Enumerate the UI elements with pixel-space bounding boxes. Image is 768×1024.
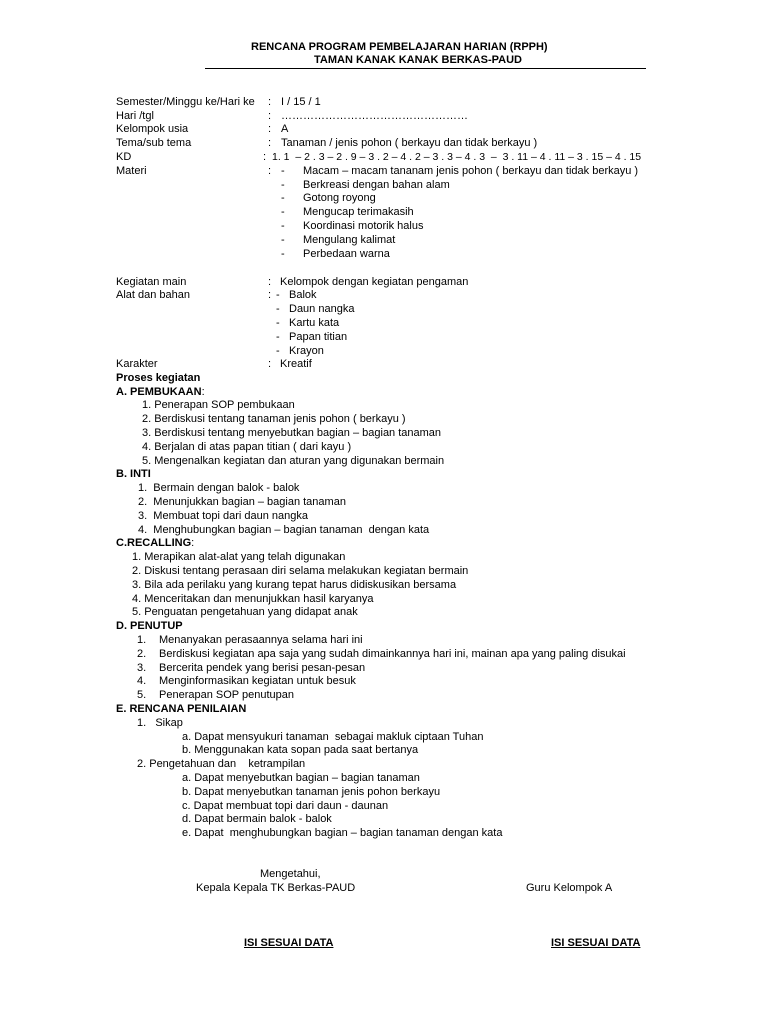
pembukaan-title: A. PEMBUKAAN	[116, 386, 202, 398]
list-item: Daun nangka	[289, 303, 355, 315]
list-bullet: -	[281, 220, 285, 232]
list-item: 3. Berdiskusi tentang menyebutkan bagian – bagian tanaman	[142, 427, 442, 439]
list-item: a. Dapat mensyukuri tanaman sebagai makluk ciptaan Tuhan	[182, 731, 484, 743]
info-label: KD	[116, 151, 132, 163]
list-item: 2. Berdiskusi tentang tanaman jenis pohon ( berkayu )	[142, 413, 406, 425]
proses-title: Proses kegiatan	[116, 372, 201, 384]
list-item: b. Dapat menyebutkan tanaman jenis pohon berkayu	[182, 786, 441, 798]
list-item: Papan titian	[289, 331, 348, 343]
list-bullet: -	[276, 289, 280, 301]
karakter-value: Kreatif	[280, 358, 312, 370]
list-bullet: -	[281, 179, 285, 191]
list-item: 4. Berjalan di atas papan titian ( dari kayu )	[142, 441, 352, 453]
document-title: RENCANA PROGRAM PEMBELAJARAN HARIAN (RPPH)	[251, 41, 548, 53]
list-bullet: -	[281, 206, 285, 218]
recalling-colon: :	[191, 537, 195, 549]
pengetahuan-title: 2. Pengetahuan dan ketrampilan	[137, 758, 306, 770]
list-item: a. Dapat menyebutkan bagian – bagian tanaman	[182, 772, 420, 784]
info-label: Semester/Minggu ke/Hari ke	[116, 96, 255, 108]
list-number: 3.	[137, 662, 147, 674]
info-label: Hari /tgl	[116, 110, 154, 122]
list-item: Kartu kata	[289, 317, 340, 329]
list-bullet: -	[276, 303, 280, 315]
info-value: A	[281, 123, 289, 135]
list-bullet: -	[281, 248, 285, 260]
guru-signature-name: ISI SESUAI DATA	[551, 937, 641, 949]
document-subtitle: TAMAN KANAK KANAK BERKAS-PAUD	[314, 54, 522, 66]
list-item: Menanyakan perasaannya selama hari ini	[159, 634, 363, 646]
pembukaan-colon: :	[201, 386, 205, 398]
list-item: 4. Menghubungkan bagian – bagian tanaman dengan kata	[138, 524, 430, 536]
list-item: 1. Merapikan alat-alat yang telah digunakan	[132, 551, 346, 563]
list-item: c. Dapat membuat topi dari daun - daunan	[182, 800, 389, 812]
list-item: 3. Membuat topi dari daun nangka	[138, 510, 309, 522]
list-item: Bercerita pendek yang berisi pesan-pesan	[159, 662, 366, 674]
kepala-signature-name: ISI SESUAI DATA	[244, 937, 334, 949]
list-item: Mengulang kalimat	[303, 234, 396, 246]
alat-bahan-label: Alat dan bahan	[116, 289, 191, 301]
inti-title: B. INTI	[116, 468, 151, 480]
list-item: Gotong royong	[303, 192, 376, 204]
list-item: Koordinasi motorik halus	[303, 220, 424, 232]
info-colon: :	[263, 151, 267, 163]
info-colon: :	[268, 137, 272, 149]
guru-label: Guru Kelompok A	[526, 882, 613, 894]
kegiatan-main-value: Kelompok dengan kegiatan pengaman	[280, 276, 469, 288]
list-bullet: -	[276, 331, 280, 343]
list-item: 1. Penerapan SOP pembukaan	[142, 399, 295, 411]
list-item: 5. Penguatan pengetahuan yang didapat anak	[132, 606, 358, 618]
list-bullet: -	[281, 234, 285, 246]
list-number: 4.	[137, 675, 147, 687]
info-label: Kelompok usia	[116, 123, 189, 135]
list-item: Menginformasikan kegiatan untuk besuk	[159, 675, 356, 687]
info-colon: :	[268, 110, 272, 122]
info-colon: :	[268, 96, 272, 108]
list-item: d. Dapat bermain balok - balok	[182, 813, 332, 825]
list-item: b. Menggunakan kata sopan pada saat bertanya	[182, 744, 419, 756]
list-item: Balok	[289, 289, 317, 301]
list-item: Berkreasi dengan bahan alam	[303, 179, 450, 191]
list-item: Perbedaan warna	[303, 248, 390, 260]
list-item: Penerapan SOP penutupan	[159, 689, 294, 701]
list-item: Berdiskusi kegiatan apa saja yang sudah dimainkannya hari ini, mainan apa yang paling disukai	[159, 648, 626, 660]
info-value: Tanaman / jenis pohon ( berkayu dan tidak berkayu )	[281, 137, 538, 149]
karakter-colon: :	[268, 358, 272, 370]
list-number: 2.	[137, 648, 147, 660]
info-colon: :	[268, 123, 272, 135]
list-bullet: -	[276, 317, 280, 329]
info-value: 1. 1 – 2 . 3 – 2 . 9 – 3 . 2 – 4 . 2 – 3 . 3 – 4 . 3 – 3 . 11 – 4 . 11 – 3 . 15 – 4 . 15	[272, 151, 642, 163]
list-bullet: -	[281, 165, 285, 177]
list-bullet: -	[276, 345, 280, 357]
info-label: Tema/sub tema	[116, 137, 192, 149]
list-item: Krayon	[289, 345, 324, 357]
list-item: Macam – macam tananam jenis pohon ( berkayu dan tidak berkayu )	[303, 165, 639, 177]
list-item: 2. Menunjukkan bagian – bagian tanaman	[138, 496, 346, 508]
info-value: I / 15 / 1	[281, 96, 321, 108]
list-item: e. Dapat menghubungkan bagian – bagian tanaman dengan kata	[182, 827, 503, 839]
list-item: Mengucap terimakasih	[303, 206, 414, 218]
kepala-label: Kepala Kepala TK Berkas-PAUD	[196, 882, 356, 894]
list-number: 5.	[137, 689, 147, 701]
list-item: 4. Menceritakan dan menunjukkan hasil karyanya	[132, 593, 374, 605]
mengetahui-label: Mengetahui,	[260, 868, 321, 880]
recalling-heading	[116, 537, 194, 550]
list-item: 5. Mengenalkan kegiatan dan aturan yang digunakan bermain	[142, 455, 445, 467]
kegiatan-main-colon: :	[268, 276, 272, 288]
info-colon: :	[268, 165, 272, 177]
list-item: 1. Bermain dengan balok - balok	[138, 482, 300, 494]
kegiatan-main-label: Kegiatan main	[116, 276, 187, 288]
sikap-title: 1. Sikap	[137, 717, 183, 729]
list-number: 1.	[137, 634, 147, 646]
list-bullet: -	[281, 192, 285, 204]
penilaian-title: E. RENCANA PENILAIAN	[116, 703, 247, 715]
alat-bahan-colon: :	[268, 289, 272, 301]
header-divider	[205, 68, 646, 69]
info-label: Materi	[116, 165, 147, 177]
list-item: 2. Diskusi tentang perasaan diri selama melakukan kegiatan bermain	[132, 565, 469, 577]
recalling-title: C.RECALLING	[116, 537, 192, 549]
list-item: 3. Bila ada perilaku yang kurang tepat harus didiskusikan bersama	[132, 579, 457, 591]
karakter-label: Karakter	[116, 358, 158, 370]
pembukaan-heading	[116, 386, 205, 399]
penutup-title: D. PENUTUP	[116, 620, 183, 632]
info-value: ……………………………………………	[281, 110, 468, 122]
